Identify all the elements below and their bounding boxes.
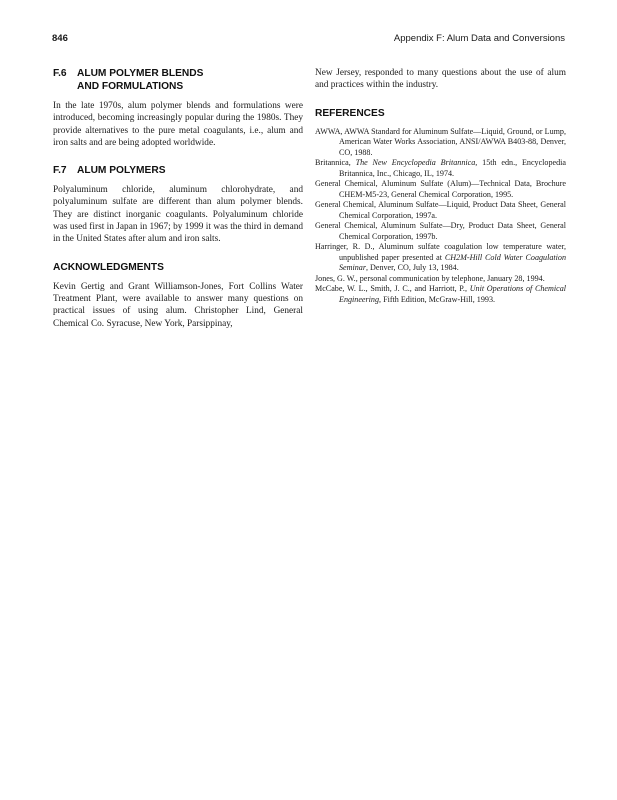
reference-item: AWWA, AWWA Standard for Aluminum Sulfate—Liquid, Ground, or Lump, American Water Works Association, ANSI/AWWA B403-88, Denver, CO, 1988. bbox=[315, 126, 566, 157]
reference-item: General Chemical, Aluminum Sulfate (Alum)—Technical Data, Brochure CHEM-M5-23, General Chemical Corporation, 1995. bbox=[315, 179, 566, 199]
reference-item: General Chemical, Aluminum Sulfate—Dry, Product Data Sheet, General Chemical Corporation, 1997b. bbox=[315, 221, 566, 241]
running-header bbox=[52, 33, 565, 47]
section-title bbox=[77, 67, 303, 93]
reference-title: The New Encyclopedia Britannica bbox=[355, 158, 476, 168]
reference-list bbox=[315, 127, 566, 306]
section-title: ALUM POLYMERS bbox=[77, 165, 166, 177]
acknowledgments-continuation: New Jersey, responded to many questions about the use of alum and practices within the industry. bbox=[315, 68, 566, 91]
section-title-line: ALUM POLYMER BLENDS bbox=[77, 68, 204, 79]
section-heading-f7 bbox=[53, 164, 303, 177]
section-number: F.7 bbox=[53, 165, 67, 177]
reference-text: , Fifth Edition, McGraw-Hill, 1993. bbox=[379, 294, 496, 304]
reference-item bbox=[315, 242, 566, 274]
references-heading: REFERENCES bbox=[315, 107, 385, 119]
reference-item bbox=[315, 284, 566, 305]
reference-title: Unit Operations of Chemical Engineering bbox=[339, 284, 566, 304]
reference-text: McCabe, W. L., Smith, J. C., and Harriott, P., bbox=[315, 284, 470, 294]
section-title-line: AND FORMULATIONS bbox=[77, 81, 184, 92]
reference-title: CH2M-Hill Cold Water Coagulation Seminar bbox=[339, 252, 566, 273]
left-column bbox=[53, 67, 303, 330]
page-number: 846 bbox=[52, 33, 68, 44]
section-number: F.6 bbox=[53, 68, 67, 79]
reference-text: Britannica, bbox=[315, 158, 356, 168]
reference-item: General Chemical, Aluminum Sulfate—Liquid, Product Data Sheet, General Chemical Corporation, 1997a. bbox=[315, 200, 566, 220]
reference-text: , Denver, CO, July 13, 1984. bbox=[365, 263, 459, 273]
right-column bbox=[315, 67, 566, 305]
reference-item bbox=[315, 158, 566, 179]
paragraph-f6: In the late 1970s, alum polymer blends and formulations were introduced, becoming increasingly popular during the 1980s. They provide alternatives to the pure metal coagulants, i.e., alum and iron salts and are being adopted worldwide. bbox=[53, 101, 303, 148]
acknowledgments-paragraph: Kevin Gertig and Grant Williamson-Jones, Fort Collins Water Treatment Plant, were available to answer many questions on practical issues of using alum. Christopher Lind, General Chemical Co. Syracuse, New York, Parsippinay, bbox=[53, 281, 303, 329]
reference-item: Jones, G. W., personal communication by telephone, January 28, 1994. bbox=[315, 273, 545, 283]
reference-text: Harringer, R. D., Aluminum sulfate coagulation low temperature water, unpublished paper presented at bbox=[315, 242, 566, 262]
paragraph-f7: Polyaluminum chloride, aluminum chlorohydrate, and polyaluminum sulfate are different than alum polymer blends. They are distinct inorganic coagulants. Polyaluminum chloride was used first in Japan in 1967; by 1999 it was the third in demand in the United States after alum and iron salts. bbox=[53, 185, 303, 245]
section-heading-f6 bbox=[53, 67, 303, 93]
running-title: Appendix F: Alum Data and Conversions bbox=[393, 33, 565, 44]
acknowledgments-heading: ACKNOWLEDGMENTS bbox=[53, 261, 164, 273]
reference-text: , 15th edn., Encyclopedia Britannica, Inc., Chicago, IL, 1974. bbox=[339, 158, 567, 178]
